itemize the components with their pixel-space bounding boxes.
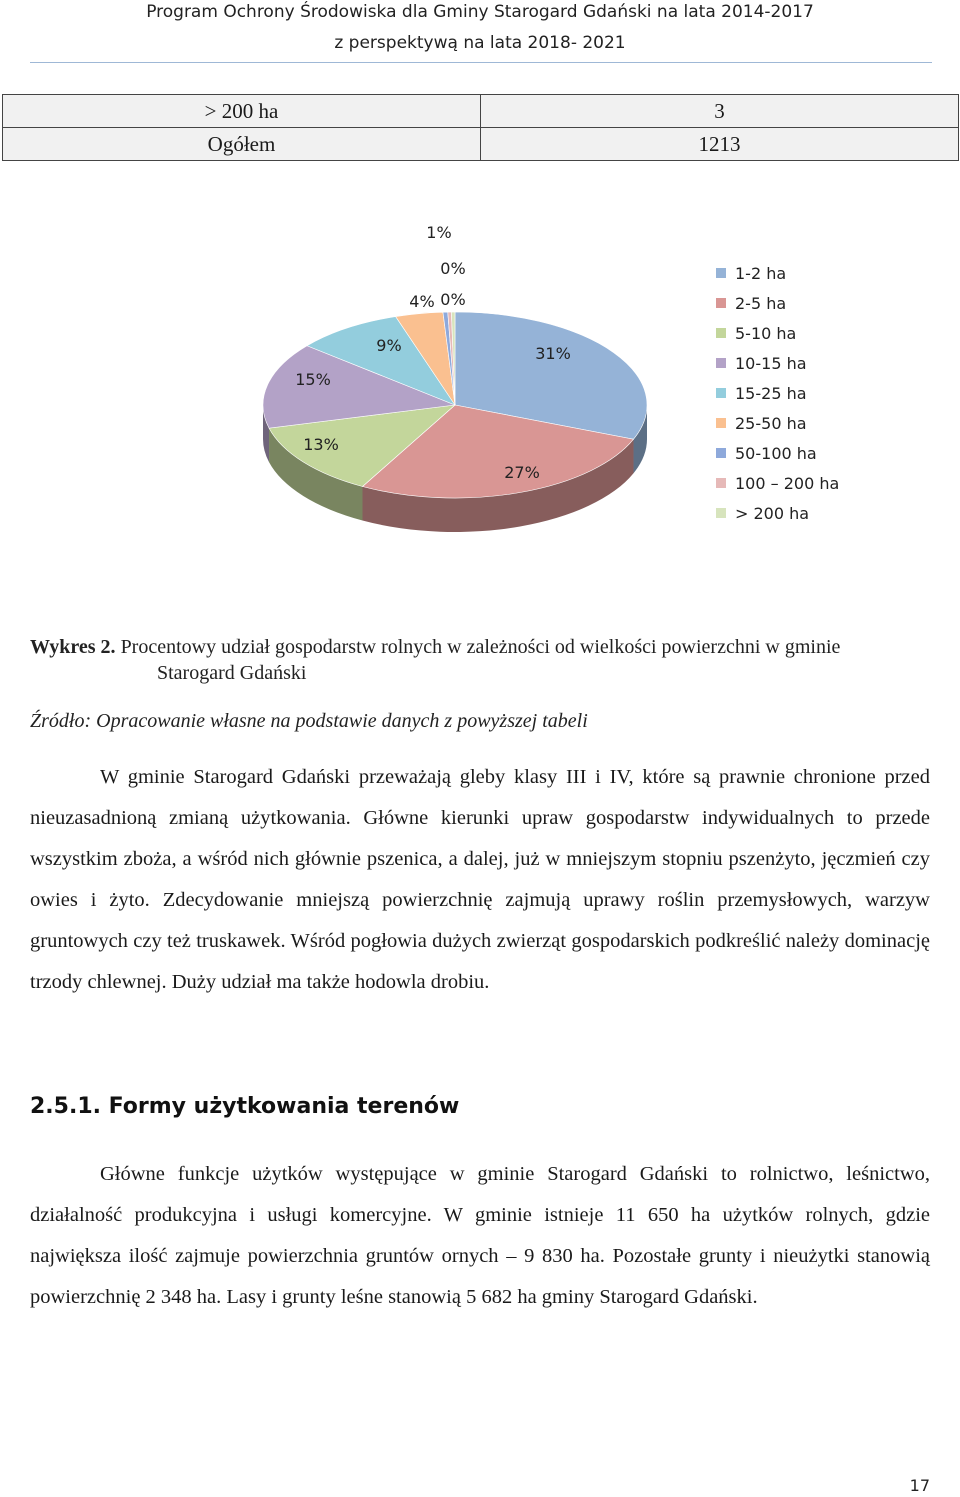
- legend-label: > 200 ha: [735, 503, 810, 523]
- legend-label: 1-2 ha: [735, 263, 787, 283]
- pie-data-label: 15%: [295, 370, 331, 389]
- pie-data-label: 27%: [504, 463, 540, 482]
- legend-swatch: [716, 298, 726, 308]
- farm-size-table: [2, 94, 959, 161]
- legend-label: 50-100 ha: [735, 443, 817, 463]
- pie-data-label: 9%: [376, 336, 402, 355]
- legend-swatch: [716, 328, 726, 338]
- figure-caption: [30, 634, 935, 686]
- legend-item: [716, 498, 839, 528]
- table-row: [3, 128, 959, 161]
- caption-text-line2: Starogard Gdański: [157, 662, 307, 684]
- legend-item: [716, 348, 839, 378]
- table-cell-label: Ogółem: [3, 128, 481, 161]
- table-cell-value: 3: [481, 95, 959, 128]
- table-cell-label: > 200 ha: [3, 95, 481, 128]
- legend-label: 25-50 ha: [735, 413, 807, 433]
- legend-swatch: [716, 448, 726, 458]
- pie-data-label: 0%: [440, 290, 466, 309]
- legend-swatch: [716, 508, 726, 518]
- legend-item: [716, 288, 839, 318]
- pie-data-label: 0%: [440, 259, 466, 278]
- source-note: Źródło: Opracowanie własne na podstawie danych z powyższej tabeli: [30, 710, 588, 732]
- table-cell-value: 1213: [481, 128, 959, 161]
- legend-item: [716, 408, 839, 438]
- legend-swatch: [716, 268, 726, 278]
- legend-label: 15-25 ha: [735, 383, 807, 403]
- section-heading: 2.5.1. Formy użytkowania terenów: [30, 1094, 460, 1119]
- header-divider: [30, 62, 932, 63]
- pie-data-label: 31%: [535, 344, 571, 363]
- legend-label: 5-10 ha: [735, 323, 797, 343]
- legend-label: 2-5 ha: [735, 293, 787, 313]
- legend-swatch: [716, 388, 726, 398]
- table-row: [3, 95, 959, 128]
- body-paragraph: [30, 1154, 930, 1318]
- legend-item: [716, 378, 839, 408]
- page-number: 17: [909, 1476, 930, 1495]
- pie-data-label: 1%: [426, 223, 452, 242]
- chart-legend: [716, 258, 839, 528]
- body-paragraph: [30, 757, 930, 1003]
- legend-swatch: [716, 358, 726, 368]
- legend-label: 10-15 ha: [735, 353, 807, 373]
- legend-swatch: [716, 418, 726, 428]
- header-title-line2: z perspektywą na lata 2018- 2021: [334, 33, 626, 53]
- paragraph-text: W gminie Starogard Gdański przeważają gleby klasy III i IV, które są prawnie chronione przed nieuzasadnioną zmianą użytkowania. Główne kierunki upraw gospodarstw indywidualnych to przede wszystkim zboża, a wśród nich głównie pszenica, a dalej, już w mniejszym stopniu pszenżyto, jęczmień czy owies i żyto. Zdecydowanie mniejszą powierzchnię zajmują uprawy roślin przemysłowych, warzyw gruntowych czy też truskawek. Wśród pogłowia dużych zwierząt gospodarskich podkreślić należy dominację trzody chlewnej. Duży udział ma także hodowla drobiu.: [30, 766, 930, 993]
- legend-label: 100 – 200 ha: [735, 473, 840, 493]
- pie-chart: [200, 210, 700, 570]
- legend-item: [716, 468, 839, 498]
- pie-data-label: 13%: [303, 435, 339, 454]
- legend-swatch: [716, 478, 726, 488]
- legend-item: [716, 258, 839, 288]
- caption-text: Procentowy udział gospodarstw rolnych w zależności od wielkości powierzchni w gminie: [115, 636, 841, 658]
- paragraph-text: Główne funkcje użytków występujące w gminie Starogard Gdański to rolnictwo, leśnictwo, działalność produkcyjna i usługi komercyjne. W gminie istnieje 11 650 ha użytków rolnych, gdzie największa ilość zajmuje powierzchnia gruntów ornych – 9 830 ha. Pozostałe grunty i nieużytki stanowią powierzchnię 2 348 ha. Lasy i grunty leśne stanowią 5 682 ha gminy Starogard Gdański.: [30, 1163, 930, 1308]
- legend-item: [716, 318, 839, 348]
- caption-label: Wykres 2.: [30, 636, 116, 658]
- legend-item: [716, 438, 839, 468]
- header-title-line1: Program Ochrony Środowiska dla Gminy Starogard Gdański na lata 2014-2017: [146, 2, 814, 22]
- pie-data-label: 4%: [409, 292, 435, 311]
